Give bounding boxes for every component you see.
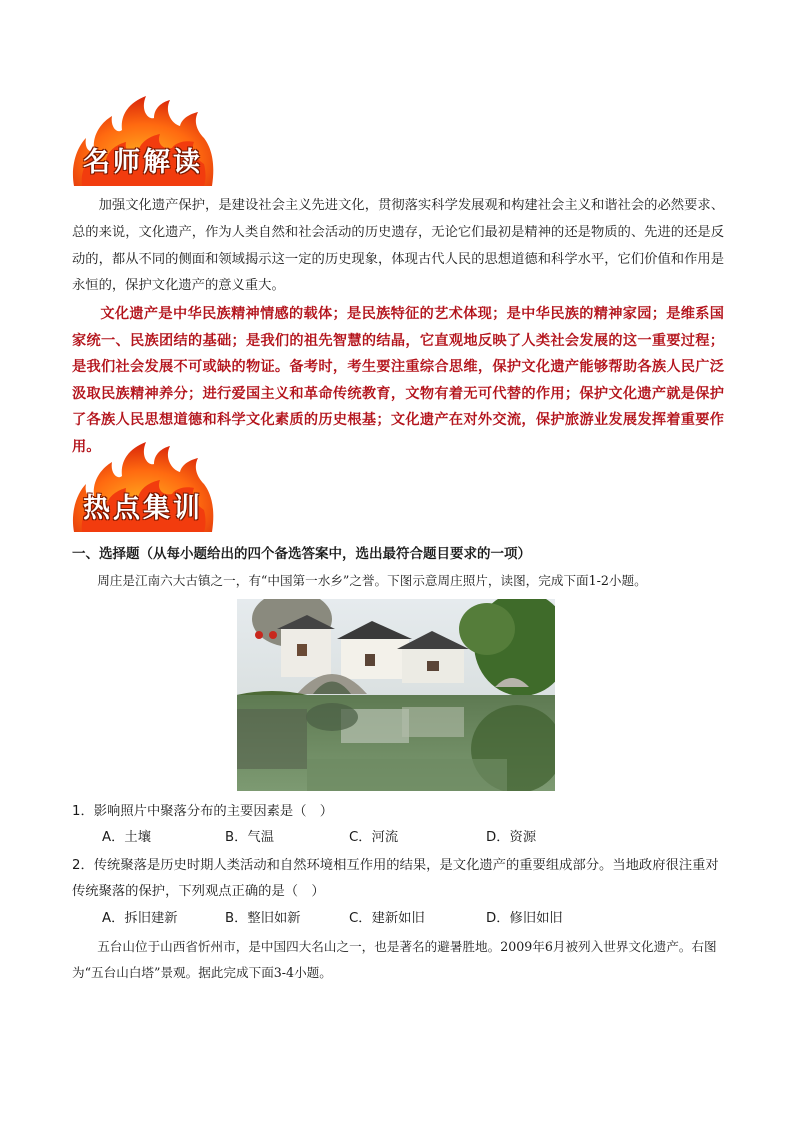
question-intro: 五台山位于山西省忻州市，是中国四大名山之一，也是著名的避暑胜地。2009年6月被列入世界文化遗产。右图为“五台山白塔”景观。据此完成下面3-4小题。 (72, 939, 717, 980)
option-c[interactable]: C．河流 (349, 830, 399, 845)
question-2-options (102, 906, 702, 932)
section-heading: 一、选择题（从每小题给出的四个备选答案中，选出最符合题目要求的一项） (72, 546, 531, 562)
zhouzhuang-photo (237, 599, 555, 791)
option-b[interactable]: B．整旧如新 (225, 911, 301, 926)
banner-title: 热点集训 (83, 493, 203, 524)
banner-title: 名师解读 (83, 147, 203, 178)
question-intro: 周庄是江南六大古镇之一，有“中国第一水乡”之誉。下图示意周庄照片，读图，完成下面1-2小题。 (97, 573, 647, 588)
hot-training-banner (68, 440, 218, 538)
teacher-reading-banner (68, 94, 218, 192)
question-1-options (102, 825, 702, 851)
option-c[interactable]: C．建新如旧 (349, 911, 425, 926)
option-d[interactable]: D．修旧如旧 (486, 911, 563, 926)
option-d[interactable]: D．资源 (486, 830, 537, 845)
question-2-stem: 2．传统聚落是历史时期人类活动和自然环境相互作用的结果，是文化遗产的重要组成部分。当地政府很注重对传统聚落的保护，下列观点正确的是（ ） (72, 858, 719, 899)
option-a[interactable]: A．拆旧建新 (102, 911, 178, 926)
question-1-stem: 1．影响照片中聚落分布的主要因素是（ ） (72, 804, 334, 819)
reading-paragraph: 加强文化遗产保护，是建设社会主义先进文化，贯彻落实科学发展观和构建社会主义和谐社会的必然要求、总的来说，文化遗产，作为人类自然和社会活动的历史遗存，无论它们最初是精神的还是物质的、先进的还是反动的，都从不同的侧面和领域揭示这一定的历史现象，体现古代人民的思想道德和科学水平，它们价值和作用是永恒的，保护文化遗产的意义重大。 (72, 198, 724, 294)
option-b[interactable]: B．气温 (225, 830, 275, 845)
key-points-paragraph: 文化遗产是中华民族精神情感的载体；是民族特征的艺术体现；是中华民族的精神家园；是维系国家统一、民族团结的基础；是我们的祖先智慧的结晶，它直观地反映了人类社会发展的这一重要过程；是我们社会发展不可或缺的物证。备考时，考生要注重综合思维，保护文化遗产能够帮助各族人民广泛汲取民族精神养分；进行爱国主义和革命传统教育，文物有着无可代替的作用；保护文化遗产就是保护了各族人民思想道德和科学文化素质的历史根基；文化遗产在对外交流，保护旅游业发展发挥着重要作用。 (72, 306, 724, 455)
option-a[interactable]: A．土壤 (102, 830, 151, 845)
